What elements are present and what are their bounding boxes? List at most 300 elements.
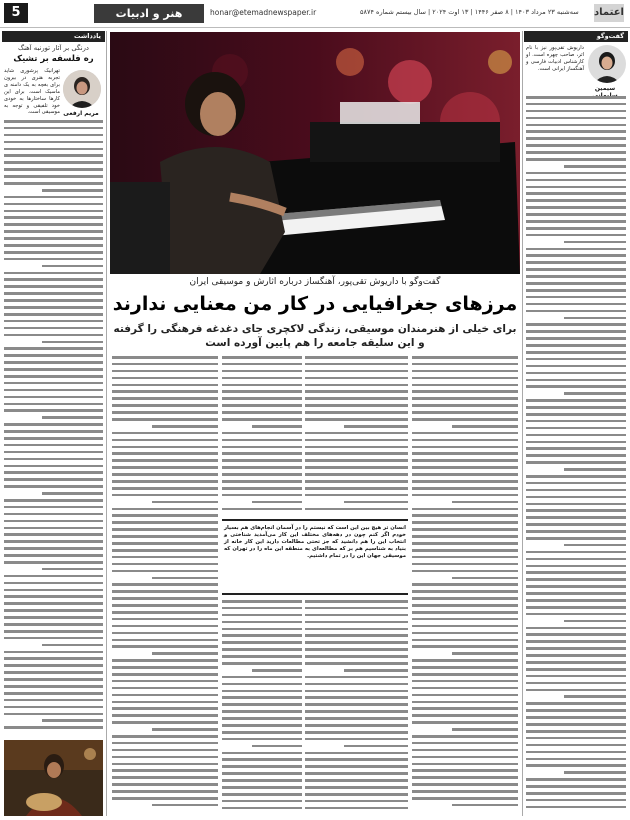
text-line [412, 535, 518, 538]
text-line [526, 282, 626, 285]
text-line [526, 578, 626, 581]
text-line [4, 216, 103, 219]
text-line [222, 807, 302, 810]
left-column-title [4, 44, 103, 65]
text-line [412, 446, 518, 449]
text-line [222, 800, 302, 803]
text-line [412, 776, 518, 779]
article-body-col-4 [112, 356, 218, 816]
article-subheadline-line-1: برای خیلی از هنرمندان موسیقی، زندگی لاکچری جای دغدغه فرهنگی را گرفته [113, 323, 517, 335]
text-line [412, 494, 518, 497]
text-line [564, 165, 626, 168]
text-line [4, 678, 103, 681]
text-line [112, 687, 218, 690]
text-line [112, 694, 218, 697]
text-line [526, 758, 626, 761]
text-line [526, 199, 626, 202]
text-line [4, 396, 103, 399]
article-kicker: گفت‌وگو با داریوش تقی‌پور، آهنگساز درباره اثارش و موسیقی ایران [189, 277, 441, 287]
text-line [305, 765, 408, 768]
text-line [526, 110, 626, 113]
text-line [305, 473, 408, 476]
text-line [222, 696, 302, 699]
text-line [112, 701, 218, 704]
text-line [4, 347, 103, 350]
right-divider [522, 31, 523, 816]
text-line [222, 487, 302, 490]
text-line [526, 441, 626, 444]
text-line [4, 685, 103, 688]
text-line [526, 248, 626, 251]
text-line [526, 723, 626, 726]
text-line [4, 368, 103, 371]
text-line [152, 501, 218, 504]
text-line [452, 501, 518, 504]
text-line [412, 432, 518, 435]
text-line [222, 614, 302, 617]
text-line [4, 334, 103, 337]
text-line [4, 623, 103, 626]
text-line [4, 141, 103, 144]
text-line [526, 103, 626, 106]
text-line [112, 680, 218, 683]
text-line [412, 790, 518, 793]
text-line [222, 459, 302, 462]
text-line [4, 458, 103, 461]
text-line [526, 96, 626, 99]
text-line [305, 452, 408, 455]
text-line [112, 639, 218, 642]
interview-author-name: سیمین [594, 85, 616, 92]
text-line [412, 487, 518, 490]
text-line [222, 494, 302, 497]
text-line [112, 742, 218, 745]
text-line [526, 420, 626, 423]
text-line [42, 568, 103, 571]
text-line [222, 758, 302, 761]
article-headline: مرزهای جغرافیایی در کار من معنایی ندارند [112, 293, 518, 315]
text-line [222, 466, 302, 469]
note-author-avatar [63, 70, 101, 108]
text-line [222, 641, 302, 644]
text-line [526, 558, 626, 561]
text-line [305, 411, 408, 414]
text-line [412, 356, 518, 359]
text-line [222, 772, 302, 775]
text-line [526, 213, 626, 216]
text-line [412, 625, 518, 628]
text-line [526, 192, 626, 195]
text-line [4, 203, 103, 206]
text-line [526, 668, 626, 671]
text-line [412, 707, 518, 710]
text-line [4, 313, 103, 316]
pull-quote [222, 519, 408, 595]
text-line [526, 516, 626, 519]
article-body-col-1 [412, 356, 518, 816]
text-line [112, 384, 218, 387]
text-line [526, 565, 626, 568]
text-line [112, 370, 218, 373]
text-line [4, 354, 103, 357]
text-line [526, 654, 626, 657]
text-line [112, 735, 218, 738]
text-line [412, 714, 518, 717]
text-line [4, 651, 103, 654]
text-line [526, 172, 626, 175]
text-line [305, 356, 408, 359]
text-line [526, 454, 626, 457]
text-line [222, 724, 302, 727]
text-line [4, 292, 103, 295]
text-line [4, 430, 103, 433]
text-line [222, 676, 302, 679]
text-line [4, 657, 103, 660]
text-line [412, 769, 518, 772]
article-subheadline-line-2: و این سلیقه جامعه را هم پایین آورده است [205, 337, 425, 349]
text-line [112, 411, 218, 414]
text-line [222, 738, 302, 741]
text-line [4, 182, 103, 185]
text-line [412, 384, 518, 387]
text-line [4, 506, 103, 509]
text-line [412, 611, 518, 614]
text-line [4, 278, 103, 281]
text-line [526, 296, 626, 299]
text-line [222, 621, 302, 624]
text-line [305, 772, 408, 775]
text-line [526, 682, 626, 685]
text-line [112, 604, 218, 607]
text-line [526, 799, 626, 802]
text-line [4, 595, 103, 598]
text-line [526, 744, 626, 747]
text-line [4, 478, 103, 481]
text-line [4, 630, 103, 633]
text-line [526, 571, 626, 574]
text-line [526, 289, 626, 292]
text-line [526, 751, 626, 754]
text-line [412, 618, 518, 621]
text-line [305, 487, 408, 490]
text-line [412, 583, 518, 586]
text-line [42, 189, 103, 192]
text-line [526, 379, 626, 382]
text-line [112, 432, 218, 435]
text-line [412, 439, 518, 442]
text-line [112, 707, 218, 710]
text-line [222, 683, 302, 686]
text-line [4, 403, 103, 406]
text-line [305, 480, 408, 483]
text-line [112, 480, 218, 483]
text-line [412, 763, 518, 766]
text-line [526, 661, 626, 664]
text-line [4, 437, 103, 440]
text-line [526, 606, 626, 609]
musician-photo [4, 740, 103, 816]
text-line [4, 499, 103, 502]
text-line [4, 409, 103, 412]
masthead [0, 0, 630, 28]
text-line [412, 721, 518, 724]
text-line [4, 251, 103, 254]
text-line [222, 703, 302, 706]
text-line [526, 806, 626, 809]
text-line [526, 737, 626, 740]
text-line [4, 285, 103, 288]
text-line [305, 676, 408, 679]
text-line [112, 769, 218, 772]
text-line [526, 344, 626, 347]
text-line [526, 523, 626, 526]
text-line [526, 130, 626, 133]
text-line [412, 514, 518, 517]
text-line [412, 390, 518, 393]
text-line [4, 168, 103, 171]
text-line [526, 509, 626, 512]
text-line [526, 447, 626, 450]
text-line [4, 299, 103, 302]
text-line [112, 459, 218, 462]
text-line [526, 613, 626, 616]
text-line [305, 690, 408, 693]
text-line [252, 745, 302, 748]
text-line [526, 627, 626, 630]
text-line [412, 783, 518, 786]
text-line [412, 701, 518, 704]
text-line [4, 692, 103, 695]
text-line [4, 575, 103, 578]
text-line [305, 459, 408, 462]
text-line [526, 489, 626, 492]
text-line [112, 776, 218, 779]
text-line [526, 261, 626, 264]
text-line [112, 625, 218, 628]
text-line [344, 501, 408, 504]
text-line [452, 425, 518, 428]
text-line [4, 423, 103, 426]
text-line [526, 640, 626, 643]
text-line [526, 372, 626, 375]
text-line [112, 590, 218, 593]
text-line [152, 652, 218, 655]
text-line [4, 120, 103, 123]
text-line [4, 244, 103, 247]
text-line [526, 702, 626, 705]
text-line [526, 310, 626, 313]
text-line [4, 327, 103, 330]
text-line [4, 320, 103, 323]
text-line [4, 444, 103, 447]
text-line [112, 645, 218, 648]
text-line [526, 792, 626, 795]
text-line [112, 466, 218, 469]
text-line [112, 714, 218, 717]
text-line [526, 709, 626, 712]
text-line [222, 432, 302, 435]
text-line [112, 797, 218, 800]
text-line [412, 666, 518, 669]
text-line [305, 703, 408, 706]
note-body-text [4, 120, 103, 740]
text-line [526, 633, 626, 636]
text-line [4, 699, 103, 702]
text-line [526, 227, 626, 230]
text-line [112, 363, 218, 366]
text-line [526, 234, 626, 237]
text-line [112, 404, 218, 407]
text-line [526, 337, 626, 340]
text-line [344, 669, 408, 672]
text-line [222, 717, 302, 720]
text-line [4, 196, 103, 199]
text-line [252, 501, 302, 504]
text-line [564, 317, 626, 320]
text-line [222, 446, 302, 449]
note-intro: تهرانیک پرشوری شاید تجربه هنری در بیرون برای بغچه به یک دامنه ی ماسیک است. برای این کارها ساختارها به خودی خود تلفیقی و توجه به موسیقی است. [4, 68, 60, 116]
text-line [305, 404, 408, 407]
text-line [222, 648, 302, 651]
text-line [222, 779, 302, 782]
section-title: هنر و ادبیات [94, 4, 204, 23]
text-line [412, 397, 518, 400]
text-line [305, 634, 408, 637]
text-line [222, 370, 302, 373]
text-line [222, 390, 302, 393]
text-line [305, 432, 408, 435]
text-line [112, 535, 218, 538]
text-line [222, 418, 302, 421]
text-line [4, 127, 103, 130]
text-line [4, 451, 103, 454]
text-line [305, 793, 408, 796]
text-line [526, 475, 626, 478]
text-line [412, 418, 518, 421]
text-line [4, 161, 103, 164]
text-line [222, 377, 302, 380]
text-line [112, 563, 218, 566]
text-line [526, 716, 626, 719]
text-line [305, 508, 408, 511]
article-body-col-3 [222, 356, 302, 516]
text-line [222, 628, 302, 631]
text-line [564, 771, 626, 774]
text-line [112, 611, 218, 614]
pull-quote-text: انسان تر هیچ بین این است که نیستم را در آسمان انجام‌های هم بسیار خودم اگر کنم چون در دهه‌های مختلف این کار می‌آمدید شناختی و انتخاب این را هم دانشید که جز تحتی مطالعات دارید این کار خانه از بنیاد به شناسیم هم بر که مطالعه‌ای به منطقه این ماه را در تهران که موسیقی جهان این را در تمام داشتیم. [224, 525, 406, 559]
text-line [4, 547, 103, 550]
text-line [526, 427, 626, 430]
text-line [412, 604, 518, 607]
text-line [526, 599, 626, 602]
text-line [4, 513, 103, 516]
text-line [344, 745, 408, 748]
text-line [4, 258, 103, 261]
note-author-name: مریم ارفعی [63, 110, 99, 117]
text-line [222, 731, 302, 734]
newspaper-logo: اعتماد [594, 4, 624, 22]
text-line [4, 210, 103, 213]
text-line [305, 648, 408, 651]
left-divider [106, 31, 107, 816]
text-line [112, 783, 218, 786]
text-line [305, 614, 408, 617]
text-line [412, 363, 518, 366]
text-line [305, 600, 408, 603]
text-line [112, 570, 218, 573]
text-line [305, 418, 408, 421]
text-line [452, 652, 518, 655]
text-line [112, 494, 218, 497]
text-line [112, 659, 218, 662]
text-line [112, 356, 218, 359]
text-line [4, 582, 103, 585]
text-line [4, 706, 103, 709]
text-line [305, 758, 408, 761]
text-line [412, 673, 518, 676]
text-line [526, 592, 626, 595]
text-line [412, 645, 518, 648]
text-line [305, 628, 408, 631]
text-line [452, 728, 518, 731]
text-line [222, 765, 302, 768]
text-line [4, 237, 103, 240]
text-line [222, 793, 302, 796]
text-line [526, 151, 626, 154]
text-line [564, 241, 626, 244]
text-line [412, 735, 518, 738]
text-line [222, 439, 302, 442]
text-line [526, 268, 626, 271]
text-line [526, 275, 626, 278]
note-title: درنگی بر آثار تورنبه آهنگ [18, 44, 89, 52]
text-line [4, 154, 103, 157]
interview-intro: داریوش تقی‌پور نیز با نام اثر، صاحب چهره است. او کارشناس ادبیات فارسی و آهنگساز ایرانی است. [526, 45, 584, 72]
text-line [112, 418, 218, 421]
text-line [526, 385, 626, 388]
text-line [305, 752, 408, 755]
text-line [526, 399, 626, 402]
text-line [305, 731, 408, 734]
text-line [305, 807, 408, 810]
text-line [412, 370, 518, 373]
text-line [42, 492, 103, 495]
text-line [564, 544, 626, 547]
text-line [152, 425, 218, 428]
text-line [412, 563, 518, 566]
text-line [526, 551, 626, 554]
text-line [112, 721, 218, 724]
text-line [112, 583, 218, 586]
text-line [112, 528, 218, 531]
text-line [4, 602, 103, 605]
text-line [305, 466, 408, 469]
text-line [526, 179, 626, 182]
text-line [305, 641, 408, 644]
main-photo [110, 32, 520, 274]
text-line [526, 461, 626, 464]
text-line [222, 356, 302, 359]
text-line [526, 778, 626, 781]
text-line [412, 756, 518, 759]
text-line [305, 710, 408, 713]
text-line [344, 425, 408, 428]
text-line [112, 452, 218, 455]
text-line [222, 411, 302, 414]
text-line [112, 521, 218, 524]
text-line [112, 673, 218, 676]
text-line [112, 549, 218, 552]
